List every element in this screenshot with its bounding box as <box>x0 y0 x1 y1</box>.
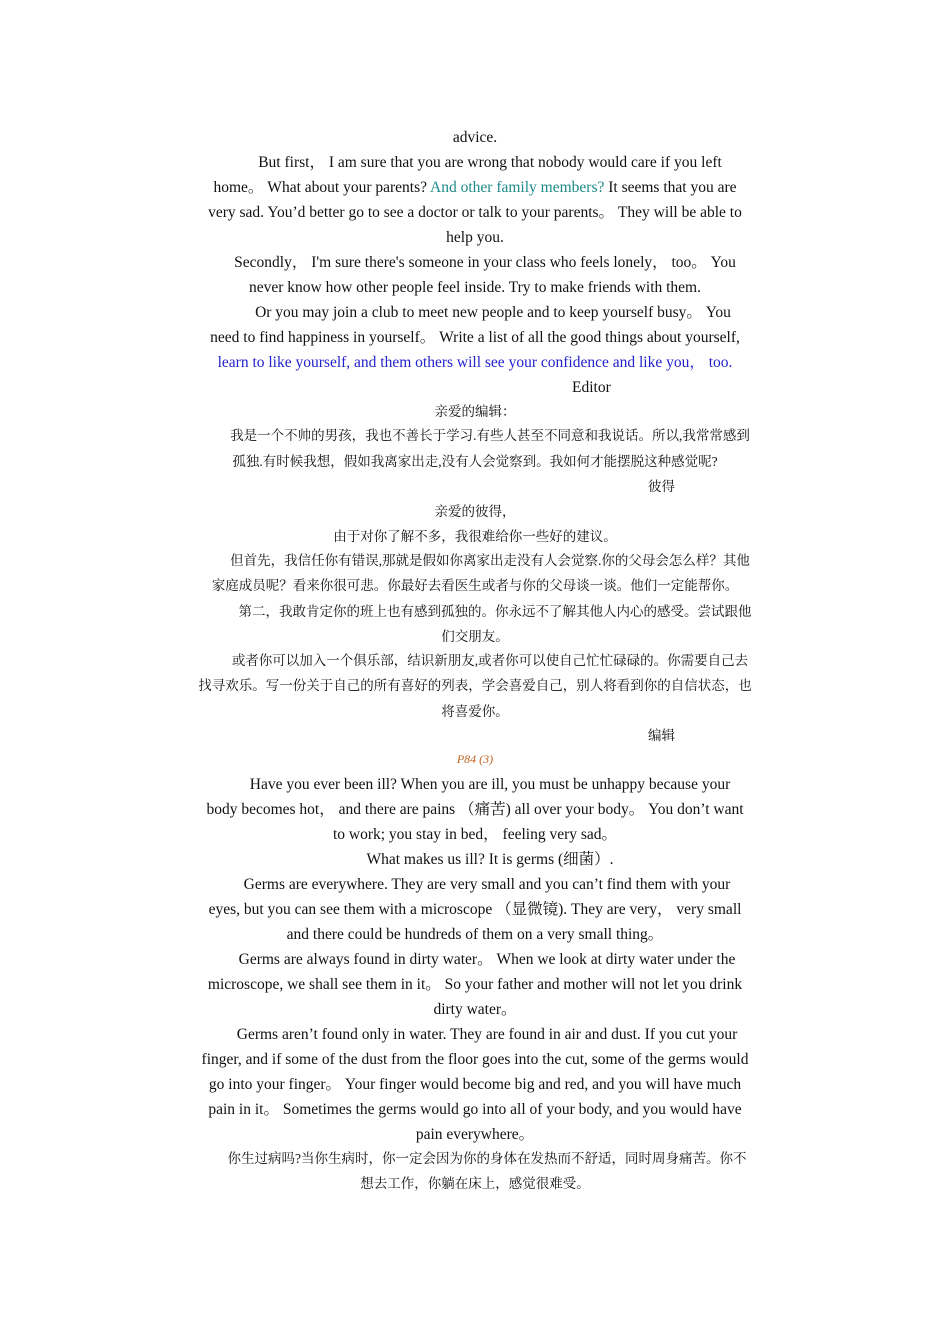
text-line: Secondly， I'm sure there's someone in your class who feels lonely， too。 You <box>234 254 736 271</box>
text-line: 但首先，我信任你有错误,那就是假如你离家出走没有人会觉察.你的父母会怎么样？其他 <box>230 553 750 568</box>
text-line: 孤独.有时候我想，假如我离家出走,没有人会觉察到。我如何才能摆脱这种感觉呢? <box>232 454 718 469</box>
section-label: P84 (3) <box>456 752 494 766</box>
text-line: advice. <box>452 129 498 146</box>
text-line: very sad. You’d better go to see a doctor or talk to your parents。 They will be able to <box>208 204 742 221</box>
text-line: help you. <box>446 229 504 246</box>
text-line <box>170 175 780 200</box>
text-line: What makes us ill? It is germs (细菌）. <box>366 851 614 868</box>
text-line: 找寻欢乐。写一份关于自己的所有喜好的列表，学会喜爱自己，别人将看到你的自信状态，也 <box>198 678 752 693</box>
text-line: Germs are everywhere. They are very small and you can’t find them with your <box>243 876 731 893</box>
text-span: home。 What about your parents? <box>213 179 427 196</box>
text-line: to work; you stay in bed， feeling very sad。 <box>332 826 618 843</box>
signature: Editor <box>572 379 611 396</box>
signature: 编辑 <box>648 728 675 743</box>
text-line: 们交朋友。 <box>441 629 509 644</box>
text-line: 或者你可以加入一个俱乐部，结识新朋友,或者你可以使自己忙忙碌碌的。你需要自己去 <box>231 653 749 668</box>
text-line: body becomes hot， and there are pains （痛苦) all over your body。 You don’t want <box>206 801 744 818</box>
text-line: 亲爱的彼得， <box>434 504 516 519</box>
text-line: need to find happiness in yourself。 Write a list of all the good things about yourself, <box>210 329 740 346</box>
text-span: It seems that you are <box>608 179 737 196</box>
text-line: go into your finger。 Your finger would become big and red, and you will have much <box>208 1076 742 1093</box>
text-line: Germs are always found in dirty water。 When we look at dirty water under the <box>238 951 736 968</box>
text-line: 想去工作，你躺在床上，感觉很难受。 <box>360 1176 590 1191</box>
text-line: 家庭成员呢？看来你很可悲。你最好去看医生或者与你的父母谈一谈。他们一定能帮你。 <box>211 578 739 593</box>
text-line: pain everywhere。 <box>415 1126 535 1143</box>
text-line: But first， I am sure that you are wrong that nobody would care if you left <box>258 154 722 171</box>
text-line: never know how other people feel inside. Try to make friends with them. <box>249 279 701 296</box>
text-line: 由于对你了解不多，我很难给你一些好的建议。 <box>333 529 617 544</box>
text-line: pain in it。 Sometimes the germs would go into all of your body, and you would have <box>208 1101 742 1118</box>
highlighted-text: And other family members? <box>430 179 605 196</box>
text-line: 亲爱的编辑： <box>434 404 516 419</box>
text-line: finger, and if some of the dust from the floor goes into the cut, some of the germs would <box>201 1051 749 1068</box>
text-line: 将喜爱你。 <box>441 704 509 719</box>
text-line: Or you may join a club to meet new people and to keep yourself busy。 You <box>255 304 731 321</box>
text-line: eyes, but you can see them with a microscope （显微镜). They are very， very small <box>208 901 742 918</box>
text-line: Have you ever been ill? When you are ill, you must be unhappy because your <box>249 776 731 793</box>
text-line: 我是一个不帅的男孩，我也不善长于学习.有些人甚至不同意和我说话。所以,我常常感到 <box>230 428 750 443</box>
text-line: 你生过病吗?当你生病时，你一定会因为你的身体在发热而不舒适，同时周身痛苦。你不 <box>227 1151 747 1166</box>
text-line: 第二，我敢肯定你的班上也有感到孤独的。你永远不了解其他人内心的感受。尝试跟他 <box>238 604 752 619</box>
highlighted-text: learn to like yourself, and them others will see your confidence and like you， too. <box>217 354 733 371</box>
signature: 彼得 <box>648 479 675 494</box>
text-line: microscope, we shall see them in it。 So your father and mother will not let you drink <box>207 976 743 993</box>
text-line: and there could be hundreds of them on a very small thing。 <box>286 926 664 943</box>
text-line: Germs aren’t found only in water. They are found in air and dust. If you cut your <box>236 1026 738 1043</box>
text-line: dirty water。 <box>433 1001 517 1018</box>
